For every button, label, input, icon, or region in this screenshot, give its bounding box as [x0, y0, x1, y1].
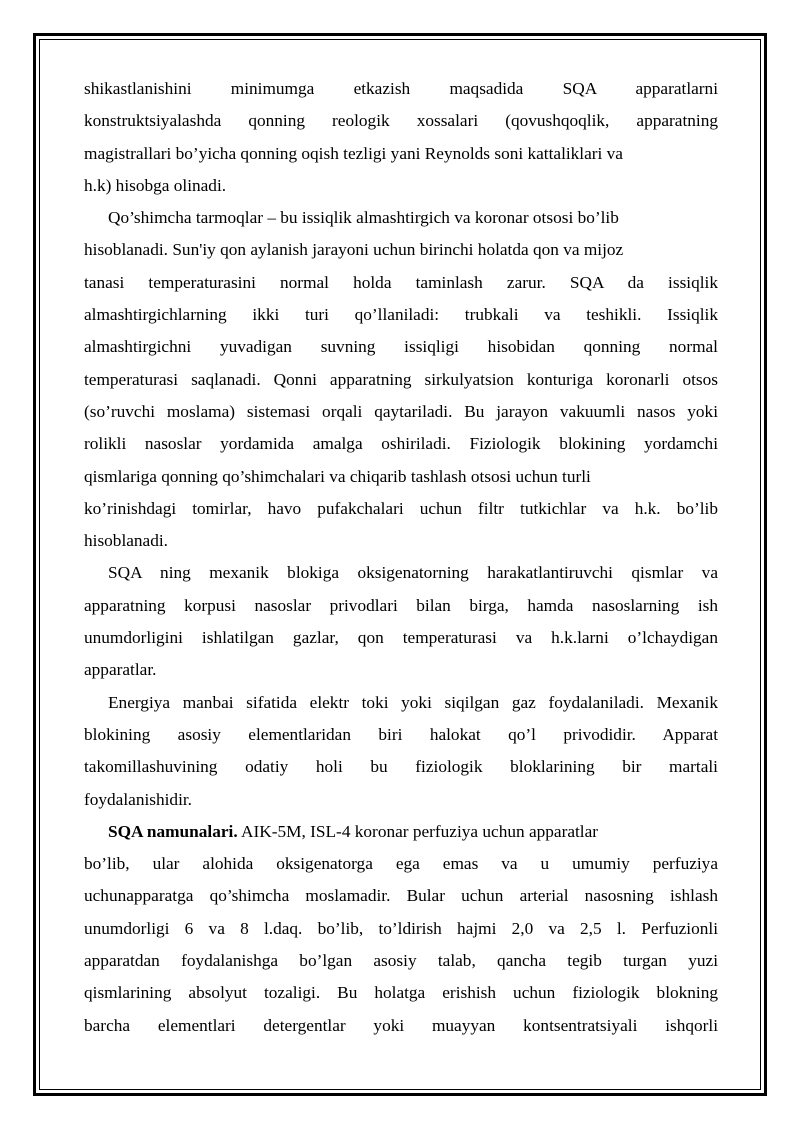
text-run: AIK-5M, ISL-4 koronar perfuziya uchun apparatlar: [237, 821, 599, 841]
text-line: shikastlanishini minimumga etkazish maqsadida SQA apparatlarni: [84, 79, 718, 98]
text-line: qismlariga qonning qo’shimchalari va chiqarib tashlash otsosi uchun turli: [84, 466, 591, 486]
text-line: Qo’shimcha tarmoqlar – bu issiqlik almashtirgich va koronar otsosi bo’lib: [108, 208, 619, 228]
text-line: blokining asosiy elementlaridan biri halokat qo’l privodidir. Apparat: [84, 724, 718, 744]
text-line: (so’ruvchi moslama) sistemasi orqali qaytariladi. Bu jarayon vakuumli nasos yoki: [84, 401, 718, 421]
text-line: unumdorligi 6 va 8 l.daq. bo’lib, to’ldirish hajmi 2,0 va 2,5 l. Perfuzionli: [84, 918, 718, 938]
text-line: foydalanishidir.: [84, 789, 192, 809]
document-body: [84, 73, 718, 1042]
text-line: apparatning korpusi nasoslar privodlari bilan birga, hamda nasoslarning ish: [84, 595, 718, 615]
section-heading: SQA namunalari.: [108, 821, 238, 841]
text-line: magistrallari bo’yicha qonning oqish tezligi yani Reynolds soni kattaliklari va: [84, 143, 623, 163]
text-line: h.k) hisobga olinadi.: [84, 175, 227, 195]
paragraph-4: [84, 687, 718, 816]
text-line: apparatdan foydalanishga bo’lgan asosiy talab, qancha tegib turgan yuzi: [84, 951, 718, 971]
text-line: almashtirgichlarning ikki turi qo’llaniladi: trubkali va teshikli. Issiqlik: [84, 305, 718, 325]
text-line: bo’lib, ular alohida oksigenatorga ega emas va u umumiy perfuziya: [84, 854, 718, 874]
text-line: takomillashuvining odatiy holi bu fiziologik bloklarining bir martali: [84, 757, 718, 777]
text-line: tanasi temperaturasini normal holda taminlash zarur. SQA da issiqlik: [84, 272, 718, 292]
text-line: SQA ning mexanik blokiga oksigenatorning harakatlantiruvchi qismlar va: [108, 563, 718, 583]
text-line: rolikli nasoslar yordamida amalga oshiriladi. Fiziologik blokining yordamchi: [84, 434, 718, 454]
paragraph-2: [84, 202, 718, 557]
paragraph-3: [84, 557, 718, 686]
text-line: uchunapparatga qo’shimcha moslamadir. Bular uchun arterial nasosning ishlash: [84, 886, 718, 906]
text-line: apparatlar.: [84, 660, 157, 680]
text-line: Energiya manbai sifatida elektr toki yoki siqilgan gaz foydalaniladi. Mexanik: [108, 692, 718, 712]
text-line: unumdorligini ishlatilgan gazlar, qon temperaturasi va h.k.larni o’lchaydigan: [84, 628, 718, 648]
paragraph-1: [84, 73, 718, 202]
text-line: almashtirgichni yuvadigan suvning issiqligi hisobidan qonning normal: [84, 337, 718, 357]
text-line: hisoblanadi.: [84, 531, 168, 551]
paragraph-5: [84, 816, 718, 1042]
text-line: konstruktsiyalashda qonning reologik xossalari (qovushqoqlik, apparatning: [84, 111, 718, 131]
text-line: ko’rinishdagi tomirlar, havo pufakchalari uchun filtr tutkichlar va h.k. bo’lib: [84, 498, 718, 518]
text-line: barcha elementlari detergentlar yoki muayyan kontsentratsiyali ishqorli: [84, 1015, 718, 1035]
text-line: [84, 816, 718, 848]
text-line: qismlarining absolyut tozaligi. Bu holatga erishish uchun fiziologik blokning: [84, 983, 718, 1003]
text-line: temperaturasi saqlanadi. Qonni apparatning sirkulyatsion konturiga koronarli otsos: [84, 369, 718, 389]
text-line: hisoblanadi. Sun'iy qon aylanish jarayoni uchun birinchi holatda qon va mijoz: [84, 240, 624, 260]
